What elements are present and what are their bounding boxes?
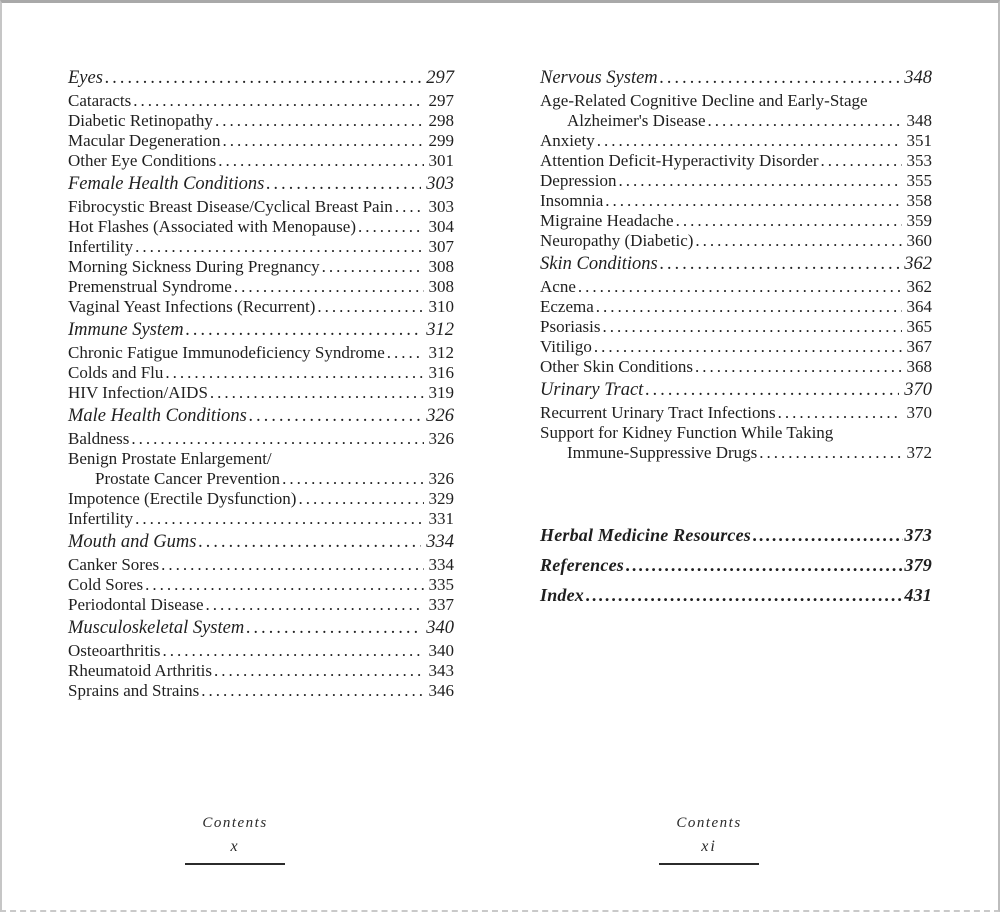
dot-leader [210,383,424,403]
toc-section-heading-row [540,254,932,274]
toc-label: Psoriasis [540,317,601,336]
toc-label: Macular Degeneration [68,131,221,150]
toc-label: Periodontal Disease [68,595,204,614]
toc-page-number: 348 [904,68,932,88]
toc-label: Vitiligo [540,337,592,356]
toc-label: Colds and Flu [68,363,164,382]
toc-label: Nervous System [540,68,658,88]
toc-entry-row [540,151,932,171]
toc-label: Hot Flashes (Associated with Menopause) [68,217,357,236]
toc-label: HIV Infection/AIDS [68,383,208,402]
toc-page-number: 370 [906,403,932,422]
toc-label: Immune-Suppressive Drugs [567,443,758,462]
toc-label: Benign Prostate Enlargement/ [68,449,272,468]
toc-entry-row [540,317,932,337]
toc-label: Eczema [540,297,594,316]
dot-leader [753,525,903,546]
page-folio: xi [701,838,717,855]
toc-entry-row [68,297,454,317]
dot-leader [133,91,423,111]
dot-leader [395,197,424,217]
toc-label: Neuropathy (Diabetic) [540,231,694,250]
toc-label: Acne [540,277,576,296]
dot-leader [660,254,900,274]
dot-leader [282,469,423,489]
toc-label: Sprains and Strains [68,681,200,700]
toc-entry-row [68,197,454,217]
toc-entry-row [540,297,932,317]
toc-entry-row [68,595,454,615]
dot-leader [626,555,903,576]
footer-rule [185,863,285,865]
toc-column-left [68,65,454,701]
toc-label: Other Skin Conditions [540,357,694,376]
dot-leader [618,171,901,191]
toc-entry-row [540,337,932,357]
toc-page-number: 307 [428,237,454,256]
dot-leader [578,277,902,297]
toc-page-number: 337 [428,595,454,614]
toc-page-number: 343 [428,661,454,680]
toc-section-heading-row [68,532,454,552]
dot-leader [186,320,422,340]
toc-label: Morning Sickness During Pregnancy [68,257,320,276]
dot-leader [586,585,903,606]
toc-page-number: 310 [428,297,454,316]
toc-entry-row [540,423,932,443]
column-spacer [540,463,932,525]
dot-leader [596,297,902,317]
toc-page-number: 326 [428,469,454,488]
toc-label: Anxiety [540,131,595,150]
toc-label: Impotence (Erectile Dysfunction) [68,489,297,508]
dot-leader [322,257,424,277]
toc-entry-row [68,509,454,529]
toc-label: Diabetic Retinopathy [68,111,213,130]
toc-page-number: 367 [906,337,932,356]
toc-entry-row [68,363,454,383]
toc-label: Insomnia [540,191,604,210]
dot-leader [695,231,901,251]
toc-entry-row [540,525,932,546]
page-folio: x [230,838,240,855]
toc-page-number: 297 [428,91,454,110]
toc-section-heading-row [68,320,454,340]
dot-leader [246,618,421,638]
toc-label: Eyes [68,68,103,88]
toc-label: Female Health Conditions [68,174,265,194]
toc-label: Age-Related Cognitive Decline and Early-Stage [540,91,868,110]
toc-page-number: 362 [906,277,932,296]
toc-entry-row [68,681,454,701]
toc-page-number: 334 [426,532,454,552]
toc-entry-row [540,403,932,423]
toc-entry-row [540,111,932,131]
toc-page-number: 331 [428,509,454,528]
running-head: Contents [202,815,268,831]
toc-page-number: 340 [428,641,454,660]
dot-leader [387,343,424,363]
toc-label: Baldness [68,429,130,448]
page-footer-right [621,815,797,865]
dot-leader [214,661,423,681]
toc-label: Urinary Tract [540,380,644,400]
toc-section-heading-row [540,68,932,88]
toc-label: References [540,555,624,575]
toc-entry-row [68,449,454,469]
toc-page-number: 379 [904,555,932,575]
dot-leader [695,357,901,377]
dot-leader [298,489,423,509]
toc-page-number: 297 [426,68,454,88]
toc-entry-row [68,555,454,575]
toc-page-number: 355 [906,171,932,190]
toc-label: Other Eye Conditions [68,151,217,170]
toc-page-number: 316 [428,363,454,382]
footer-rule [659,863,759,865]
toc-page-number: 346 [428,681,454,700]
dot-leader [105,68,421,88]
toc-section-heading-row [68,68,454,88]
toc-entry-row [540,357,932,377]
toc-entry-row [540,91,932,111]
toc-label: Chronic Fatigue Immunodeficiency Syndrome [68,343,385,362]
dot-leader [821,151,902,171]
toc-page-number: 312 [428,343,454,362]
toc-page-number: 319 [428,383,454,402]
toc-page-number: 365 [906,317,932,336]
dot-leader [358,217,423,237]
dot-leader [645,380,899,400]
toc-page-number: 368 [906,357,932,376]
toc-entry-row [68,257,454,277]
toc-label: Male Health Conditions [68,406,247,426]
toc-entry-row [540,231,932,251]
dot-leader [602,317,901,337]
dot-leader [218,151,423,171]
toc-label: Support for Kidney Function While Taking [540,423,834,442]
toc-label: Cataracts [68,91,132,110]
toc-page-number: 373 [904,525,932,545]
toc-page-number: 340 [426,618,454,638]
dot-leader [317,297,423,317]
toc-label: Fibrocystic Breast Disease/Cyclical Breast Pain [68,197,393,216]
toc-page-number: 353 [906,151,932,170]
toc-label: Rheumatoid Arthritis [68,661,213,680]
toc-label: Vaginal Yeast Infections (Recurrent) [68,297,316,316]
toc-entry-row [68,237,454,257]
dot-leader [161,555,423,575]
toc-page-number: 334 [428,555,454,574]
dot-leader [165,363,423,383]
toc-page-number: 360 [906,231,932,250]
toc-label: Index [540,585,585,605]
toc-label: Immune System [68,320,184,340]
toc-label: Musculoskeletal System [68,618,245,638]
toc-page-number: 431 [904,585,932,605]
toc-entry-row [68,111,454,131]
toc-entry-row [540,585,932,606]
dot-leader [215,111,424,131]
toc-entry-row [68,277,454,297]
toc-entry-row [68,217,454,237]
dot-leader [660,68,900,88]
toc-entry-row [68,429,454,449]
page-footer-left [147,815,323,865]
dot-leader [597,131,902,151]
toc-label: Depression [540,171,617,190]
toc-page-number: 370 [904,380,932,400]
toc-page-number: 308 [428,257,454,276]
toc-page-number: 351 [906,131,932,150]
toc-entry-row [68,131,454,151]
toc-entry-row [540,191,932,211]
dot-leader [135,509,423,529]
dot-leader [201,681,423,701]
toc-entry-row [68,343,454,363]
toc-page-number: 308 [428,277,454,296]
toc-label: Osteoarthritis [68,641,161,660]
dot-leader [131,429,423,449]
toc-page-number: 312 [426,320,454,340]
dot-leader [249,406,421,426]
dot-leader [135,237,423,257]
toc-page-number: 348 [906,111,932,130]
toc-column-right [540,65,932,615]
toc-label: Alzheimer's Disease [567,111,706,130]
toc-label: Cold Sores [68,575,144,594]
toc-page-number: 301 [428,151,454,170]
toc-page-number: 326 [428,429,454,448]
toc-entry-row [68,575,454,595]
toc-label: Mouth and Gums [68,532,197,552]
toc-entry-row [540,555,932,576]
toc-page-number: 372 [906,443,932,462]
toc-page-number: 298 [428,111,454,130]
toc-entry-row [540,277,932,297]
toc-entry-row [540,171,932,191]
toc-section-heading-row [68,174,454,194]
toc-label: Skin Conditions [540,254,658,274]
toc-entry-row [540,443,932,463]
toc-entry-row [68,641,454,661]
dot-leader [198,532,421,552]
toc-page-number: 364 [906,297,932,316]
toc-entry-row [68,383,454,403]
dot-leader [222,131,423,151]
toc-entry-row [68,661,454,681]
toc-label: Migraine Headache [540,211,674,230]
toc-entry-row [68,469,454,489]
toc-label: Herbal Medicine Resources [540,525,751,545]
toc-label: Canker Sores [68,555,160,574]
toc-label: Attention Deficit-Hyperactivity Disorder [540,151,819,170]
toc-page-number: 299 [428,131,454,150]
toc-section-heading-row [68,406,454,426]
toc-section-heading-row [68,618,454,638]
dot-leader [145,575,423,595]
toc-label: Premenstrual Syndrome [68,277,232,296]
dot-leader [708,111,902,131]
dot-leader [206,595,424,615]
toc-label: Infertility [68,509,134,528]
dot-leader [594,337,902,357]
running-head: Contents [676,815,742,831]
toc-section-heading-row [540,380,932,400]
toc-page-number: 335 [428,575,454,594]
toc-page-number: 358 [906,191,932,210]
toc-page-number: 303 [428,197,454,216]
dot-leader [759,443,901,463]
toc-entry-row [68,151,454,171]
toc-page-number: 329 [428,489,454,508]
dot-leader [163,641,424,661]
toc-label: Recurrent Urinary Tract Infections [540,403,776,422]
toc-page-number: 303 [426,174,454,194]
toc-entry-row [540,211,932,231]
toc-entry-row [540,131,932,151]
dot-leader [676,211,902,231]
toc-entry-row [68,489,454,509]
toc-label: Infertility [68,237,134,256]
toc-entry-row [68,91,454,111]
dot-leader [605,191,901,211]
toc-page-number: 362 [904,254,932,274]
dot-leader [778,403,902,423]
toc-page-number: 359 [906,211,932,230]
toc-label: Prostate Cancer Prevention [95,469,281,488]
dot-leader [266,174,421,194]
toc-page-number: 304 [428,217,454,236]
toc-page-number: 326 [426,406,454,426]
dot-leader [234,277,424,297]
